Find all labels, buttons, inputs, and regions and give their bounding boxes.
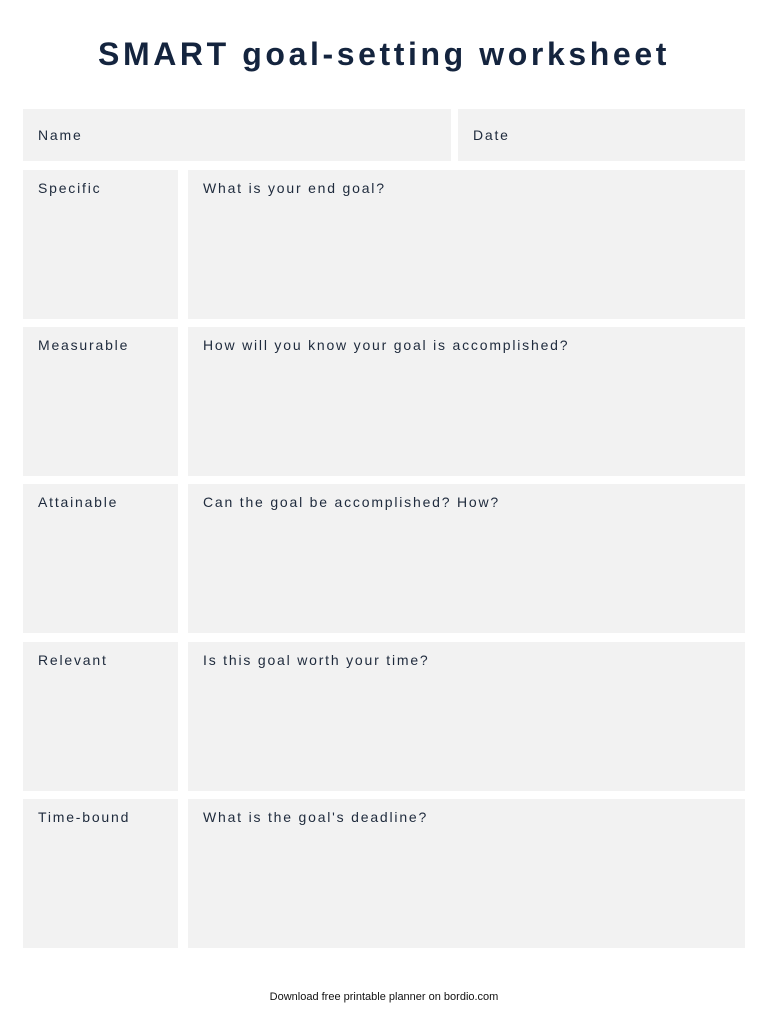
section-label-specific <box>23 170 178 319</box>
answer-field-relevant[interactable] <box>188 642 745 791</box>
section-prompt-text: How will you know your goal is accomplished? <box>203 337 570 353</box>
date-label: Date <box>473 127 510 143</box>
section-label-text: Measurable <box>38 337 130 353</box>
answer-field-time-bound[interactable] <box>188 799 745 948</box>
section-prompt-text: Can the goal be accomplished? How? <box>203 494 501 510</box>
section-label-text: Specific <box>38 180 102 196</box>
section-label-time-bound <box>23 799 178 948</box>
section-prompt-text: What is your end goal? <box>203 180 386 196</box>
answer-field-specific[interactable] <box>188 170 745 319</box>
section-label-text: Relevant <box>38 652 108 668</box>
section-label-measurable <box>23 327 178 476</box>
name-field[interactable] <box>23 109 451 161</box>
answer-field-attainable[interactable] <box>188 484 745 633</box>
section-label-attainable <box>23 484 178 633</box>
section-prompt-text: Is this goal worth your time? <box>203 652 430 668</box>
date-field[interactable] <box>458 109 745 161</box>
section-label-relevant <box>23 642 178 791</box>
section-label-text: Time-bound <box>38 809 131 825</box>
answer-field-measurable[interactable] <box>188 327 745 476</box>
section-prompt-text: What is the goal's deadline? <box>203 809 429 825</box>
footer-text: Download free printable planner on bordio.com <box>269 991 499 1003</box>
section-label-text: Attainable <box>38 494 119 510</box>
name-label: Name <box>38 127 83 143</box>
page-title: SMART goal-setting worksheet <box>98 36 670 72</box>
